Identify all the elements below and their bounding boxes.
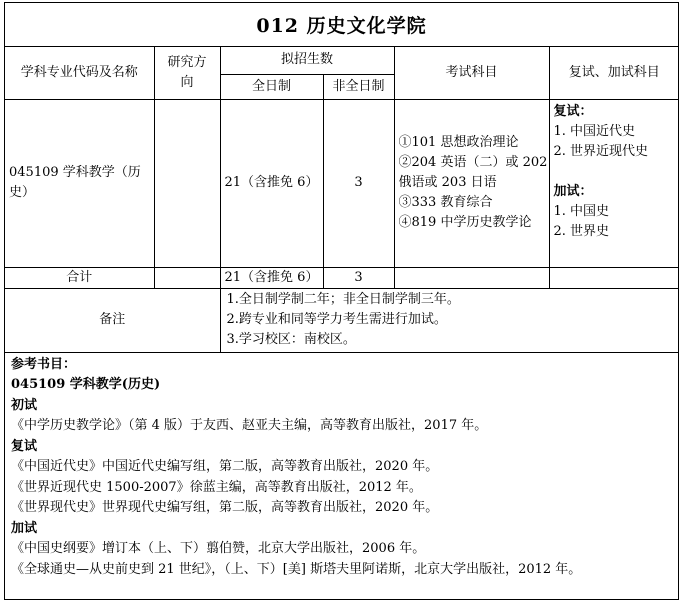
extra-books-label: 加试 bbox=[11, 520, 38, 536]
notes-label: 备注 bbox=[5, 288, 220, 352]
notes-row bbox=[5, 288, 679, 352]
exam-item: 俄语或 203 日语 bbox=[398, 175, 497, 190]
code-name-line1: 045109 学科教学（历 bbox=[9, 165, 141, 180]
exam-item: ④819 中学历史教学论 bbox=[398, 215, 532, 230]
header-part-time: 非全日制 bbox=[323, 74, 394, 99]
code-name-line2: 史） bbox=[9, 185, 36, 200]
cell-full-time: 21（含推免 6） bbox=[220, 99, 323, 267]
retest-books-label: 复试 bbox=[11, 438, 38, 454]
header-direction-line2: 向 bbox=[180, 74, 194, 90]
note-item: 2.跨专业和同等学力考生需进行加试。 bbox=[226, 312, 447, 327]
total-label: 合计 bbox=[5, 267, 154, 288]
header-retest: 复试、加试科目 bbox=[549, 47, 679, 99]
references-subject: 045109 学科教学(历史) bbox=[11, 377, 161, 392]
header-direction-line1: 研究方 bbox=[167, 54, 207, 70]
exam-item: ③333 教育综合 bbox=[398, 195, 493, 210]
header-code-name: 学科专业代码及名称 bbox=[5, 47, 154, 99]
exam-item: ①101 思想政治理论 bbox=[398, 135, 519, 150]
extra-label: 加试： bbox=[553, 183, 593, 199]
retest-book: 《中国近代史》中国近代史编写组，第二版，高等教育出版社，2020 年。 bbox=[11, 459, 439, 474]
cell-exam-subjects bbox=[394, 99, 549, 267]
extra-book: 《全球通史—从史前史到 21 世纪》，（上、下）[美] 斯塔夫里阿诺斯，北京大学出版社，2012 年。 bbox=[11, 561, 582, 577]
total-direction bbox=[154, 267, 220, 288]
admissions-table bbox=[5, 47, 679, 353]
total-part-time: 3 bbox=[323, 267, 394, 288]
table-row bbox=[5, 99, 679, 267]
exam-item: ②204 英语（二）或 202 bbox=[398, 155, 548, 170]
admissions-document bbox=[4, 2, 679, 600]
cell-code-name bbox=[5, 99, 154, 267]
retest-item: 1. 中国近代史 bbox=[553, 123, 636, 139]
reference-books bbox=[5, 353, 678, 583]
header-enroll: 拟招生数 bbox=[220, 47, 394, 74]
note-item: 1.全日制学制二年；非全日制学制三年。 bbox=[226, 292, 460, 307]
retest-book: 《世界近现代史 1500-2007》徐蓝主编，高等教育出版社，2012 年。 bbox=[11, 479, 422, 495]
initial-book: 《中学历史教学论》（第 4 版）于友西、赵亚夫主编，高等教育出版社，2017 年。 bbox=[11, 418, 488, 433]
retest-book: 《世界现代史》世界现代史编写组，第二版，高等教育出版社，2020 年。 bbox=[11, 500, 439, 515]
page-title: 012 历史文化学院 bbox=[5, 3, 678, 47]
total-row bbox=[5, 267, 679, 288]
retest-item: 2. 世界近现代史 bbox=[553, 143, 649, 159]
header-direction bbox=[154, 47, 220, 99]
retest-label: 复试： bbox=[553, 103, 593, 119]
notes-list bbox=[220, 288, 679, 352]
total-exam bbox=[394, 267, 549, 288]
extra-book: 《中国史纲要》增订本（上、下）翦伯赞，北京大学出版社，2006 年。 bbox=[11, 541, 426, 556]
initial-label: 初试 bbox=[11, 397, 38, 413]
cell-retest bbox=[549, 99, 679, 267]
extra-item: 2. 世界史 bbox=[553, 223, 610, 239]
cell-direction bbox=[154, 99, 220, 267]
cell-part-time: 3 bbox=[323, 99, 394, 267]
total-full-time: 21（含推免 6） bbox=[220, 267, 323, 288]
total-retest bbox=[549, 267, 679, 288]
references-heading: 参考书目： bbox=[11, 356, 77, 372]
note-item: 3.学习校区：南校区。 bbox=[226, 332, 356, 347]
header-full-time: 全日制 bbox=[220, 74, 323, 99]
extra-item: 1. 中国史 bbox=[553, 203, 610, 219]
header-exam-subjects: 考试科目 bbox=[394, 47, 549, 99]
